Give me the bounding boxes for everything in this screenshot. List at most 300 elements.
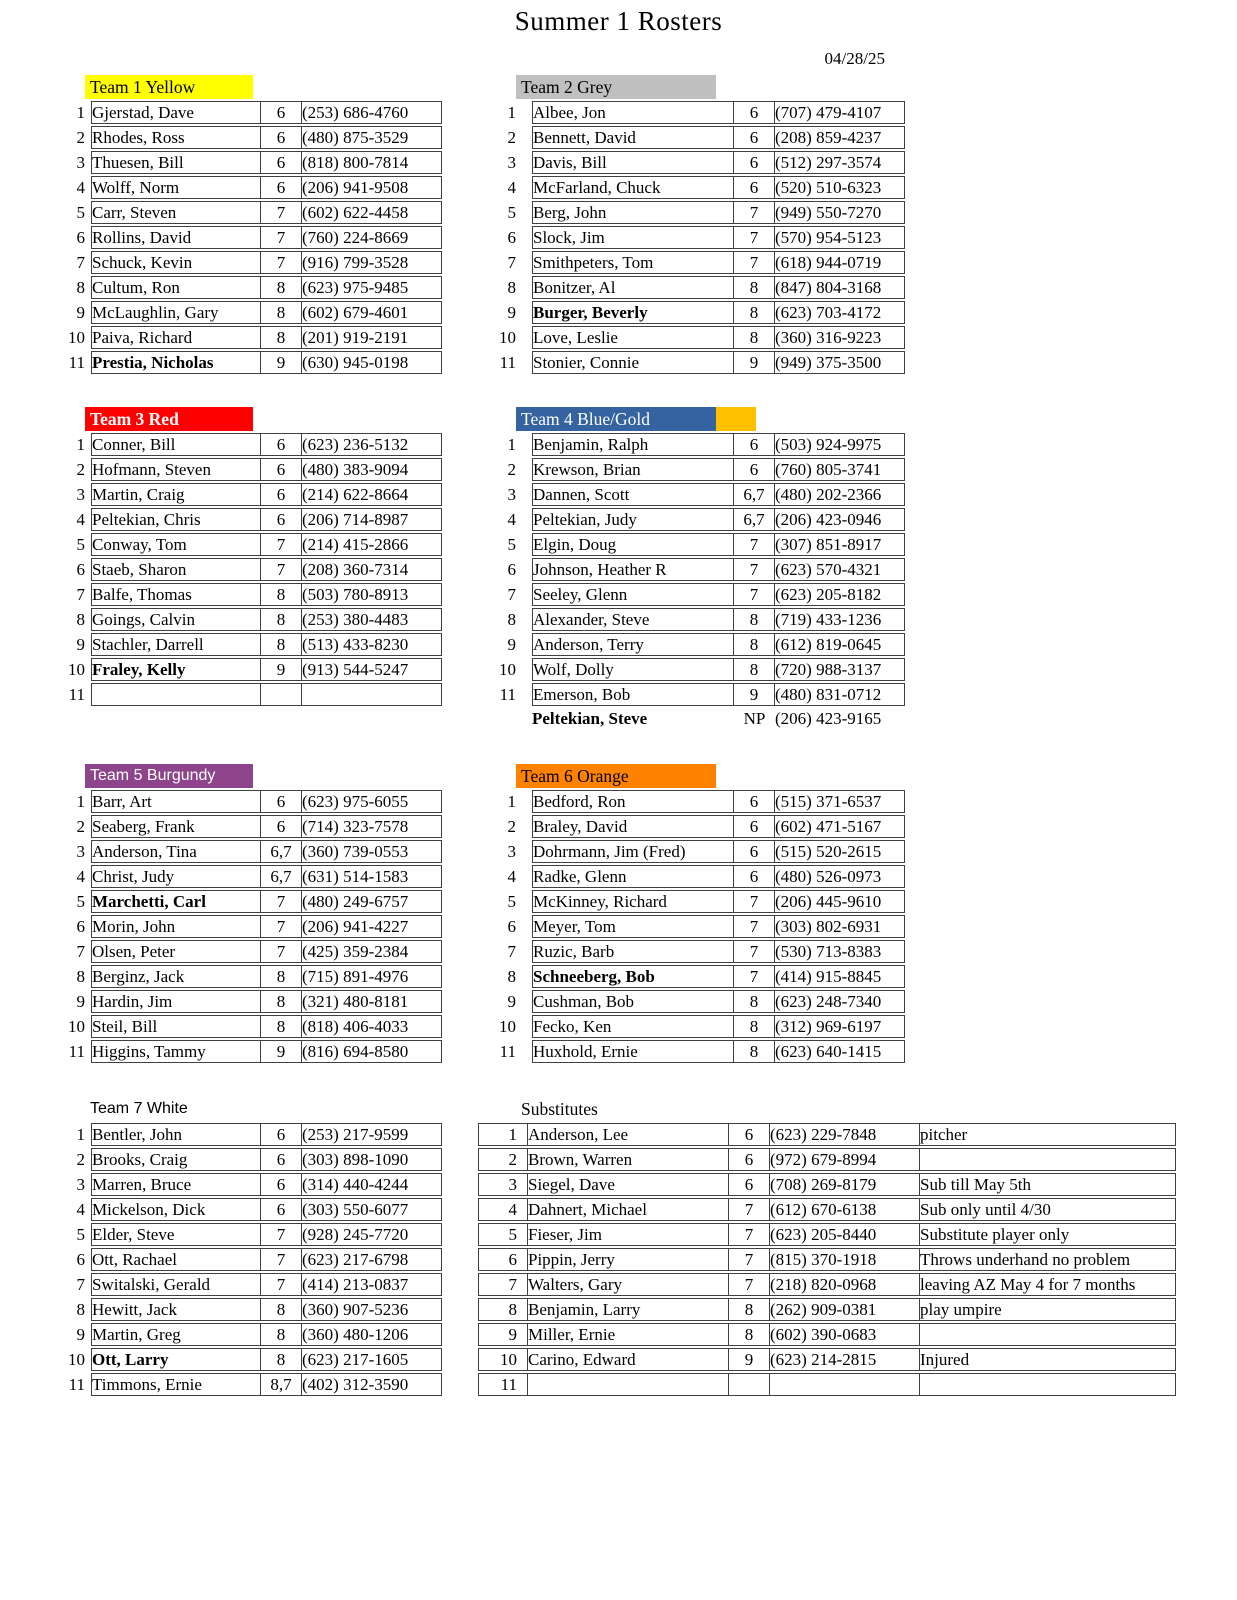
player-note: Injured [920, 1348, 1176, 1371]
player-rating: 6 [729, 1123, 770, 1146]
player-row [53, 276, 442, 299]
player-row [53, 326, 442, 349]
player-rating: 6 [261, 176, 302, 199]
player-name: Brooks, Craig [91, 1148, 261, 1171]
player-rating: 8,7 [261, 1373, 302, 1396]
row-number: 5 [507, 892, 516, 911]
player-phone: (214) 415-2866 [302, 533, 442, 556]
player-name: Martin, Craig [91, 483, 261, 506]
player-phone: (303) 898-1090 [302, 1148, 442, 1171]
player-phone: (503) 780-8913 [302, 583, 442, 606]
player-phone: (206) 445-9610 [775, 890, 905, 913]
player-name: Rollins, David [91, 226, 261, 249]
player-name: Barr, Art [91, 790, 261, 813]
team-header-label: Team 7 White [90, 1100, 188, 1117]
player-name: Switalski, Gerald [91, 1273, 261, 1296]
player-row [53, 815, 442, 838]
player-phone: (360) 480-1206 [302, 1323, 442, 1346]
player-phone: (623) 205-8182 [775, 583, 905, 606]
player-name: Carr, Steven [91, 201, 261, 224]
player-phone: (480) 202-2366 [775, 483, 905, 506]
row-number: 6 [507, 917, 516, 936]
row-number: 4 [76, 510, 85, 529]
player-name: Anderson, Lee [528, 1123, 729, 1146]
player-rating: 9 [734, 683, 775, 706]
player-rating: 7 [729, 1273, 770, 1296]
player-phone: (623) 975-6055 [302, 790, 442, 813]
team-header-label: Team 1 Yellow [85, 75, 253, 99]
player-name: Burger, Beverly [532, 301, 734, 324]
team-6-roster-table [478, 788, 905, 1065]
player-rating: 8 [734, 1040, 775, 1063]
player-row [478, 201, 905, 224]
player-row [53, 176, 442, 199]
player-name: Paiva, Richard [91, 326, 261, 349]
player-phone: (515) 371-6537 [775, 790, 905, 813]
row-number: 2 [507, 460, 516, 479]
player-row [53, 965, 442, 988]
player-name: Higgins, Tammy [91, 1040, 261, 1063]
player-name: Morin, John [91, 915, 261, 938]
row-number: 7 [507, 585, 516, 604]
player-name: Benjamin, Larry [528, 1298, 729, 1321]
player-row [53, 1015, 442, 1038]
player-phone: (503) 924-9975 [775, 433, 905, 456]
player-phone: (618) 944-0719 [775, 251, 905, 274]
player-row [53, 1323, 442, 1346]
player-rating: 8 [261, 326, 302, 349]
player-phone: (949) 375-3500 [775, 351, 905, 374]
date-label: 04/28/25 [824, 49, 885, 68]
row-number: 9 [76, 635, 85, 654]
team-2-grey-section [478, 75, 905, 376]
row-number: 8 [507, 967, 516, 986]
player-row [478, 915, 905, 938]
player-row [478, 226, 905, 249]
row-number: 3 [76, 153, 85, 172]
player-phone: (623) 570-4321 [775, 558, 905, 581]
team-1-roster-table [53, 99, 442, 376]
player-rating: 8 [261, 1348, 302, 1371]
player-row [53, 483, 442, 506]
player-rating: 6 [734, 840, 775, 863]
player-rating: 8 [734, 301, 775, 324]
row-number: 6 [76, 560, 85, 579]
player-phone: (303) 550-6077 [302, 1198, 442, 1221]
player-name: Marchetti, Carl [91, 890, 261, 913]
player-phone: (972) 679-8994 [770, 1148, 920, 1171]
player-name: Miller, Ernie [528, 1323, 729, 1346]
player-phone: (708) 269-8179 [770, 1173, 920, 1196]
player-phone: (414) 915-8845 [775, 965, 905, 988]
player-rating: 8 [734, 326, 775, 349]
np-player-row [478, 708, 905, 729]
player-row [53, 1248, 442, 1271]
player-phone: (206) 423-9165 [775, 709, 882, 728]
player-phone: (623) 205-8440 [770, 1223, 920, 1246]
row-number: 5 [478, 1223, 528, 1246]
row-number: 7 [478, 1273, 528, 1296]
player-row [53, 558, 442, 581]
player-phone: (208) 360-7314 [302, 558, 442, 581]
row-number: 10 [499, 328, 516, 347]
player-row [478, 1248, 1176, 1271]
player-row [53, 1298, 442, 1321]
row-number: 8 [507, 610, 516, 629]
player-name: Thuesen, Bill [91, 151, 261, 174]
player-phone: (818) 406-4033 [302, 1015, 442, 1038]
player-phone: (612) 819-0645 [775, 633, 905, 656]
team-header-label: Team 4 Blue/Gold [516, 407, 716, 431]
player-row [53, 1273, 442, 1296]
player-name: Fecko, Ken [532, 1015, 734, 1038]
player-note: Substitute player only [920, 1223, 1176, 1246]
player-rating: 7 [261, 226, 302, 249]
player-row [53, 1040, 442, 1063]
player-rating: 9 [261, 1040, 302, 1063]
row-number: 9 [478, 1323, 528, 1346]
player-row [53, 126, 442, 149]
player-phone: (623) 229-7848 [770, 1123, 920, 1146]
player-phone: (530) 713-8383 [775, 940, 905, 963]
player-name: Martin, Greg [91, 1323, 261, 1346]
player-phone: (720) 988-3137 [775, 658, 905, 681]
player-row [478, 1040, 905, 1063]
row-number: 4 [507, 178, 516, 197]
player-row [478, 151, 905, 174]
player-name: Hofmann, Steven [91, 458, 261, 481]
player-name: Prestia, Nicholas [91, 351, 261, 374]
player-name: McKinney, Richard [532, 890, 734, 913]
player-rating: 8 [734, 990, 775, 1013]
player-rating: 6 [734, 458, 775, 481]
player-phone: (714) 323-7578 [302, 815, 442, 838]
player-rating: 6 [734, 815, 775, 838]
player-name: Peltekian, Judy [532, 508, 734, 531]
row-number: 7 [76, 585, 85, 604]
player-phone: (206) 714-8987 [302, 508, 442, 531]
player-name: Olsen, Peter [91, 940, 261, 963]
player-name: Radke, Glenn [532, 865, 734, 888]
row-number: 2 [507, 128, 516, 147]
player-rating: 6 [261, 815, 302, 838]
player-name: Love, Leslie [532, 326, 734, 349]
player-rating: 7 [734, 533, 775, 556]
team-5-roster-table [53, 788, 442, 1065]
player-name: Elgin, Doug [532, 533, 734, 556]
player-name: Braley, David [532, 815, 734, 838]
row-number: 7 [76, 942, 85, 961]
team-3-red-section [53, 407, 442, 708]
row-number: 3 [76, 842, 85, 861]
player-row [478, 608, 905, 631]
player-phone: (206) 941-4227 [302, 915, 442, 938]
page-title: Summer 1 Rosters [514, 6, 723, 36]
player-name: Slock, Jim [532, 226, 734, 249]
player-note [920, 1148, 1176, 1171]
player-name: Anderson, Terry [532, 633, 734, 656]
player-rating: 8 [261, 965, 302, 988]
player-rating: 6 [729, 1148, 770, 1171]
player-name: Christ, Judy [91, 865, 261, 888]
row-number: 2 [507, 817, 516, 836]
player-note: leaving AZ May 4 for 7 months [920, 1273, 1176, 1296]
player-rating: 8 [734, 633, 775, 656]
player-row [53, 1198, 442, 1221]
player-rating: 8 [261, 276, 302, 299]
player-row [478, 508, 905, 531]
player-phone: (602) 622-4458 [302, 201, 442, 224]
team-2-roster-table [478, 99, 905, 376]
player-rating: 6 [734, 101, 775, 124]
player-row [53, 633, 442, 656]
row-number: 4 [478, 1198, 528, 1221]
player-rating: 8 [729, 1323, 770, 1346]
player-name: Alexander, Steve [532, 608, 734, 631]
player-rating: 6 [261, 790, 302, 813]
player-row [53, 790, 442, 813]
player-name: Pippin, Jerry [528, 1248, 729, 1271]
player-row [53, 583, 442, 606]
player-row [53, 1223, 442, 1246]
player-phone: (206) 941-9508 [302, 176, 442, 199]
player-phone: (916) 799-3528 [302, 251, 442, 274]
player-row [478, 1373, 1176, 1396]
team-7-roster-table [53, 1121, 442, 1398]
player-name: Fraley, Kelly [91, 658, 261, 681]
player-row [53, 608, 442, 631]
team-5-burgundy-section [53, 764, 442, 1065]
player-rating: 8 [261, 1015, 302, 1038]
team-1-yellow-section [53, 75, 442, 376]
player-rating: 6 [261, 1148, 302, 1171]
player-name: Rhodes, Ross [91, 126, 261, 149]
player-name: Dannen, Scott [532, 483, 734, 506]
row-number: 9 [507, 635, 516, 654]
player-row [478, 433, 905, 456]
row-number: 9 [507, 303, 516, 322]
player-rating: 6 [261, 1173, 302, 1196]
player-name: Hardin, Jim [91, 990, 261, 1013]
row-number: 2 [76, 460, 85, 479]
player-row [478, 126, 905, 149]
player-row [478, 458, 905, 481]
player-name: Marren, Bruce [91, 1173, 261, 1196]
player-phone: (847) 804-3168 [775, 276, 905, 299]
player-rating: 6 [734, 433, 775, 456]
player-row [478, 990, 905, 1013]
player-rating: 6 [734, 865, 775, 888]
player-name: Bedford, Ron [532, 790, 734, 813]
team-3-roster-table [53, 431, 442, 708]
row-number: 1 [478, 1123, 528, 1146]
player-name: Dohrmann, Jim (Fred) [532, 840, 734, 863]
player-phone: (949) 550-7270 [775, 201, 905, 224]
team-header-label: Team 5 Burgundy [85, 764, 253, 788]
row-number: 2 [76, 1150, 85, 1169]
row-number: 5 [76, 535, 85, 554]
player-phone: (623) 640-1415 [775, 1040, 905, 1063]
player-name: Krewson, Brian [532, 458, 734, 481]
player-rating: 6 [261, 458, 302, 481]
player-name: Stonier, Connie [532, 351, 734, 374]
player-phone: (206) 423-0946 [775, 508, 905, 531]
player-rating: 6 [261, 101, 302, 124]
player-rating: 6 [261, 126, 302, 149]
player-rating: 6 [261, 151, 302, 174]
row-number: 8 [507, 278, 516, 297]
row-number: 9 [76, 303, 85, 322]
team-4-roster-table [478, 431, 905, 731]
player-rating: 8 [261, 583, 302, 606]
player-row [478, 1273, 1176, 1296]
row-number: 8 [76, 610, 85, 629]
player-rating: 6 [261, 508, 302, 531]
player-rating: 8 [261, 1298, 302, 1321]
player-row [478, 301, 905, 324]
player-phone [302, 683, 442, 706]
player-row [478, 815, 905, 838]
player-row [478, 1198, 1176, 1221]
player-phone: (816) 694-8580 [302, 1040, 442, 1063]
player-row [53, 683, 442, 706]
player-rating: 8 [261, 990, 302, 1013]
player-phone: (623) 217-1605 [302, 1348, 442, 1371]
team-6-orange-section [478, 764, 905, 1065]
player-rating: 8 [261, 1323, 302, 1346]
player-phone: (623) 217-6798 [302, 1248, 442, 1271]
player-name: Wolf, Dolly [532, 658, 734, 681]
player-name: Anderson, Tina [91, 840, 261, 863]
player-phone: (360) 316-9223 [775, 326, 905, 349]
player-name: Ott, Larry [91, 1348, 261, 1371]
player-phone: (321) 480-8181 [302, 990, 442, 1013]
player-rating: 7 [261, 1273, 302, 1296]
player-row [478, 251, 905, 274]
player-rating: 7 [734, 890, 775, 913]
player-name: Goings, Calvin [91, 608, 261, 631]
player-rating: 7 [734, 251, 775, 274]
row-number: 1 [76, 435, 85, 454]
row-number: 6 [76, 228, 85, 247]
player-name: Brown, Warren [528, 1148, 729, 1171]
player-rating: 7 [261, 533, 302, 556]
player-phone: (253) 686-4760 [302, 101, 442, 124]
player-row [478, 101, 905, 124]
player-phone: (480) 383-9094 [302, 458, 442, 481]
row-number: 3 [507, 485, 516, 504]
player-phone: (253) 380-4483 [302, 608, 442, 631]
row-number: 1 [76, 103, 85, 122]
player-row [53, 865, 442, 888]
player-rating: 7 [261, 1223, 302, 1246]
player-name [91, 683, 261, 706]
row-number: 1 [507, 435, 516, 454]
player-rating: 7 [734, 915, 775, 938]
player-row [478, 940, 905, 963]
row-number: 6 [507, 228, 516, 247]
player-name: Berginz, Jack [91, 965, 261, 988]
player-rating: 7 [734, 583, 775, 606]
player-name: Albee, Jon [532, 101, 734, 124]
player-row [53, 301, 442, 324]
player-name: Conway, Tom [91, 533, 261, 556]
player-rating: 8 [734, 658, 775, 681]
player-name: Staeb, Sharon [91, 558, 261, 581]
player-name: Meyer, Tom [532, 915, 734, 938]
player-name: Ott, Rachael [91, 1248, 261, 1271]
player-phone: (707) 479-4107 [775, 101, 905, 124]
player-row [478, 351, 905, 374]
player-name: McFarland, Chuck [532, 176, 734, 199]
player-row [53, 890, 442, 913]
player-row [478, 1298, 1176, 1321]
player-row [478, 326, 905, 349]
player-phone: (602) 679-4601 [302, 301, 442, 324]
player-rating: 7 [261, 915, 302, 938]
player-rating: 6,7 [734, 483, 775, 506]
player-rating: 9 [729, 1348, 770, 1371]
player-row [478, 558, 905, 581]
player-note: Sub only until 4/30 [920, 1198, 1176, 1221]
player-phone: (314) 440-4244 [302, 1173, 442, 1196]
row-number: 1 [507, 103, 516, 122]
player-name: Emerson, Bob [532, 683, 734, 706]
player-row [478, 1148, 1176, 1171]
row-number: 1 [507, 792, 516, 811]
player-name: Hewitt, Jack [91, 1298, 261, 1321]
row-number: 4 [507, 510, 516, 529]
player-row [478, 1223, 1176, 1246]
row-number: 8 [76, 1300, 85, 1319]
player-rating: 8 [734, 608, 775, 631]
player-name: Timmons, Ernie [91, 1373, 261, 1396]
player-rating: 7 [734, 226, 775, 249]
row-number: 2 [76, 817, 85, 836]
player-rating: 8 [734, 1015, 775, 1038]
row-number: 10 [478, 1348, 528, 1371]
player-phone: (402) 312-3590 [302, 1373, 442, 1396]
player-name: Conner, Bill [91, 433, 261, 456]
player-name: Schneeberg, Bob [532, 965, 734, 988]
player-phone: (262) 909-0381 [770, 1298, 920, 1321]
player-phone: (312) 969-6197 [775, 1015, 905, 1038]
player-row [53, 351, 442, 374]
player-rating: 7 [261, 940, 302, 963]
player-row [478, 1015, 905, 1038]
player-phone: (360) 739-0553 [302, 840, 442, 863]
player-name: Cushman, Bob [532, 990, 734, 1013]
player-name: Peltekian, Steve [532, 709, 648, 728]
player-phone: (360) 907-5236 [302, 1298, 442, 1321]
player-rating: 8 [261, 633, 302, 656]
player-rating: 6 [261, 433, 302, 456]
row-number: 8 [76, 278, 85, 297]
player-rating: 7 [261, 1248, 302, 1271]
player-rating [729, 1373, 770, 1396]
row-number: 11 [68, 353, 85, 372]
row-number: 1 [76, 792, 85, 811]
player-row [478, 683, 905, 706]
row-number: 11 [499, 353, 516, 372]
player-rating: 6 [734, 151, 775, 174]
row-number: 5 [507, 203, 516, 222]
team-7-white-section [53, 1097, 442, 1398]
row-number: 6 [507, 560, 516, 579]
player-phone: (928) 245-7720 [302, 1223, 442, 1246]
row-number: 9 [76, 992, 85, 1011]
player-name: Dahnert, Michael [528, 1198, 729, 1221]
